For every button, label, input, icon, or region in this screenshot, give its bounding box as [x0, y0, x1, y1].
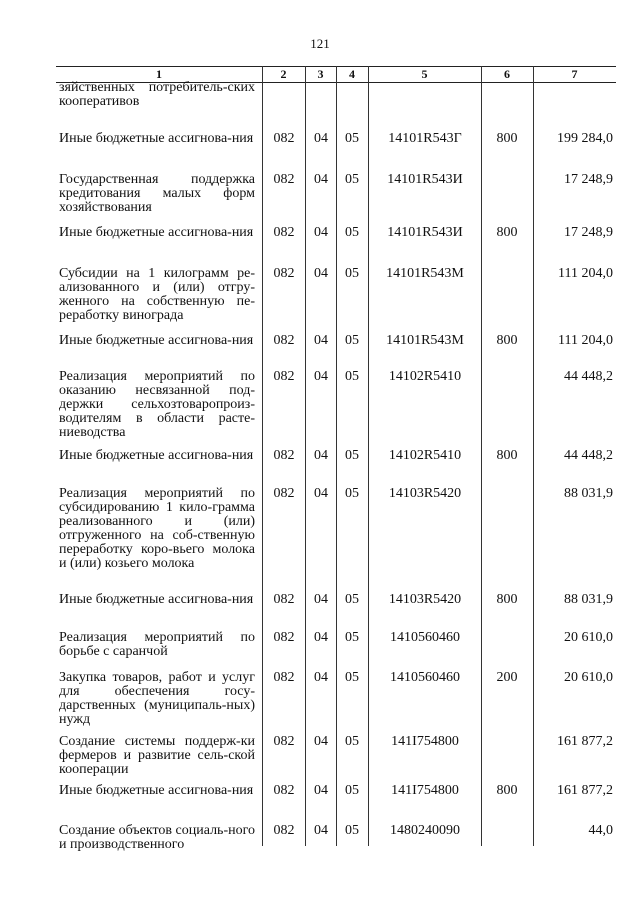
- row-code-section: 04: [314, 266, 328, 281]
- row-code-section: 04: [314, 734, 328, 749]
- row-code-target: 14101R543M: [386, 333, 464, 348]
- row-code-section: 04: [314, 448, 328, 463]
- row-code-ministry: 082: [273, 783, 295, 798]
- row-code-ministry: 082: [273, 369, 295, 384]
- row-code-section: 04: [314, 592, 328, 607]
- row-name: Субсидии на 1 килограмм ре-ализованного и (или) отгру-женного на собственную пе-реработку винограда: [59, 266, 255, 323]
- row-code-subsection: 05: [345, 630, 359, 645]
- row-name: Иные бюджетные ассигнова-ния: [59, 783, 254, 798]
- row-code-target: 14102R5410: [388, 448, 462, 463]
- row-name: Иные бюджетные ассигнова-ния: [59, 592, 254, 607]
- row-code-target: 1410560460: [390, 630, 460, 645]
- row-code-subsection: 05: [345, 333, 359, 348]
- row-code-ministry: 082: [273, 448, 295, 463]
- row-amount: 111 204,0: [558, 333, 613, 348]
- row-name: Иные бюджетные ассигнова-ния: [59, 448, 254, 463]
- row-amount: 44 448,2: [564, 369, 613, 384]
- row-amount: 161 877,2: [557, 783, 613, 798]
- row-code-section: 04: [314, 823, 328, 838]
- row-code-section: 04: [314, 630, 328, 645]
- row-name: Закупка товаров, работ и услуг для обеспечения госу-дарственных (муниципаль-ных) нужд: [59, 670, 255, 727]
- row-code-subsection: 05: [345, 783, 359, 798]
- row-amount: 17 248,9: [564, 225, 613, 240]
- row-amount: 88 031,9: [564, 486, 613, 501]
- row-code-expense-type: 800: [496, 448, 518, 463]
- row-amount: 161 877,2: [557, 734, 613, 749]
- row-code-subsection: 05: [345, 131, 359, 146]
- row-code-ministry: 082: [273, 225, 295, 240]
- row-code-target: 14101R543M: [386, 266, 464, 281]
- row-amount: 88 031,9: [564, 592, 613, 607]
- row-code-subsection: 05: [345, 823, 359, 838]
- row-code-section: 04: [314, 486, 328, 501]
- row-amount: 20 610,0: [564, 670, 613, 685]
- row-code-subsection: 05: [345, 670, 359, 685]
- row-code-subsection: 05: [345, 592, 359, 607]
- header-col-6: 6: [504, 67, 510, 81]
- header-col-7: 7: [571, 67, 578, 81]
- header-col-4: 4: [349, 67, 355, 81]
- row-code-ministry: 082: [273, 486, 295, 501]
- row-name: Создание объектов социаль-ного и производственного: [59, 823, 255, 852]
- row-code-subsection: 05: [345, 172, 359, 187]
- row-code-expense-type: 800: [496, 592, 518, 607]
- row-code-ministry: 082: [273, 592, 295, 607]
- header-col-2: 2: [280, 67, 287, 81]
- row-code-ministry: 082: [273, 823, 295, 838]
- row-code-target: 141I754800: [391, 734, 459, 749]
- row-amount: 44 448,2: [564, 448, 613, 463]
- row-code-target: 1480240090: [390, 823, 460, 838]
- row-name: Создание системы поддерж-ки фермеров и развитие сель-ской кооперации: [59, 734, 255, 777]
- row-code-section: 04: [314, 225, 328, 240]
- row-code-section: 04: [314, 172, 328, 187]
- header-col-3: 3: [317, 67, 324, 81]
- budget-table: [56, 66, 616, 852]
- column-divider: [533, 66, 534, 846]
- row-name: Иные бюджетные ассигнова-ния: [59, 225, 254, 240]
- row-name: Государственная поддержка кредитования малых форм хозяйствования: [59, 172, 255, 215]
- row-code-subsection: 05: [345, 734, 359, 749]
- row-code-expense-type: 200: [496, 670, 518, 685]
- row-code-expense-type: 800: [496, 131, 518, 146]
- row-code-expense-type: 800: [496, 225, 518, 240]
- row-code-target: 14102R5410: [388, 369, 462, 384]
- row-amount: 17 248,9: [564, 172, 613, 187]
- row-code-target: 14101R543И: [387, 172, 463, 187]
- row-code-subsection: 05: [345, 266, 359, 281]
- row-code-ministry: 082: [273, 630, 295, 645]
- row-code-section: 04: [314, 783, 328, 798]
- row-code-section: 04: [314, 333, 328, 348]
- header-col-5: 5: [421, 67, 428, 81]
- row-name: зяйственных потребитель-ских кооперативов: [59, 80, 255, 109]
- header-col-1: 1: [156, 67, 162, 81]
- row-name: Иные бюджетные ассигнова-ния: [59, 333, 254, 348]
- row-code-section: 04: [314, 369, 328, 384]
- row-name: Иные бюджетные ассигнова-ния: [59, 131, 254, 146]
- row-code-target: 141I754800: [391, 783, 459, 798]
- page-number: 121: [310, 36, 330, 51]
- row-code-target: 14103R5420: [388, 486, 462, 501]
- column-divider: [262, 66, 263, 846]
- row-amount: 44,0: [588, 823, 613, 838]
- row-code-section: 04: [314, 131, 328, 146]
- row-code-ministry: 082: [273, 266, 295, 281]
- row-code-ministry: 082: [273, 172, 295, 187]
- row-code-section: 04: [314, 670, 328, 685]
- row-name: Реализация мероприятий по борьбе с саранчой: [59, 630, 255, 659]
- row-code-target: 14103R5420: [388, 592, 462, 607]
- row-name: Реализация мероприятий по субсидированию 1 кило-грамма реализованного и (или) отгруженного на соб-ственную переработку коро-вьего молока и (или) козьего молока: [59, 486, 255, 571]
- row-code-subsection: 05: [345, 369, 359, 384]
- row-code-expense-type: 800: [496, 333, 518, 348]
- row-code-expense-type: 800: [496, 783, 518, 798]
- row-code-ministry: 082: [273, 670, 295, 685]
- row-code-target: 14101R543Г: [388, 131, 462, 146]
- row-amount: 20 610,0: [564, 630, 613, 645]
- row-code-subsection: 05: [345, 448, 359, 463]
- row-code-ministry: 082: [273, 734, 295, 749]
- row-name: Реализация мероприятий по оказанию несвязанной под-держки сельхозтоваропроиз-водителям в области расте-ниеводства: [59, 369, 255, 440]
- row-code-target: 1410560460: [390, 670, 460, 685]
- row-code-subsection: 05: [345, 225, 359, 240]
- row-code-ministry: 082: [273, 131, 295, 146]
- row-code-ministry: 082: [273, 333, 295, 348]
- row-code-target: 14101R543И: [387, 225, 463, 240]
- row-code-subsection: 05: [345, 486, 359, 501]
- row-amount: 111 204,0: [558, 266, 613, 281]
- row-amount: 199 284,0: [557, 131, 613, 146]
